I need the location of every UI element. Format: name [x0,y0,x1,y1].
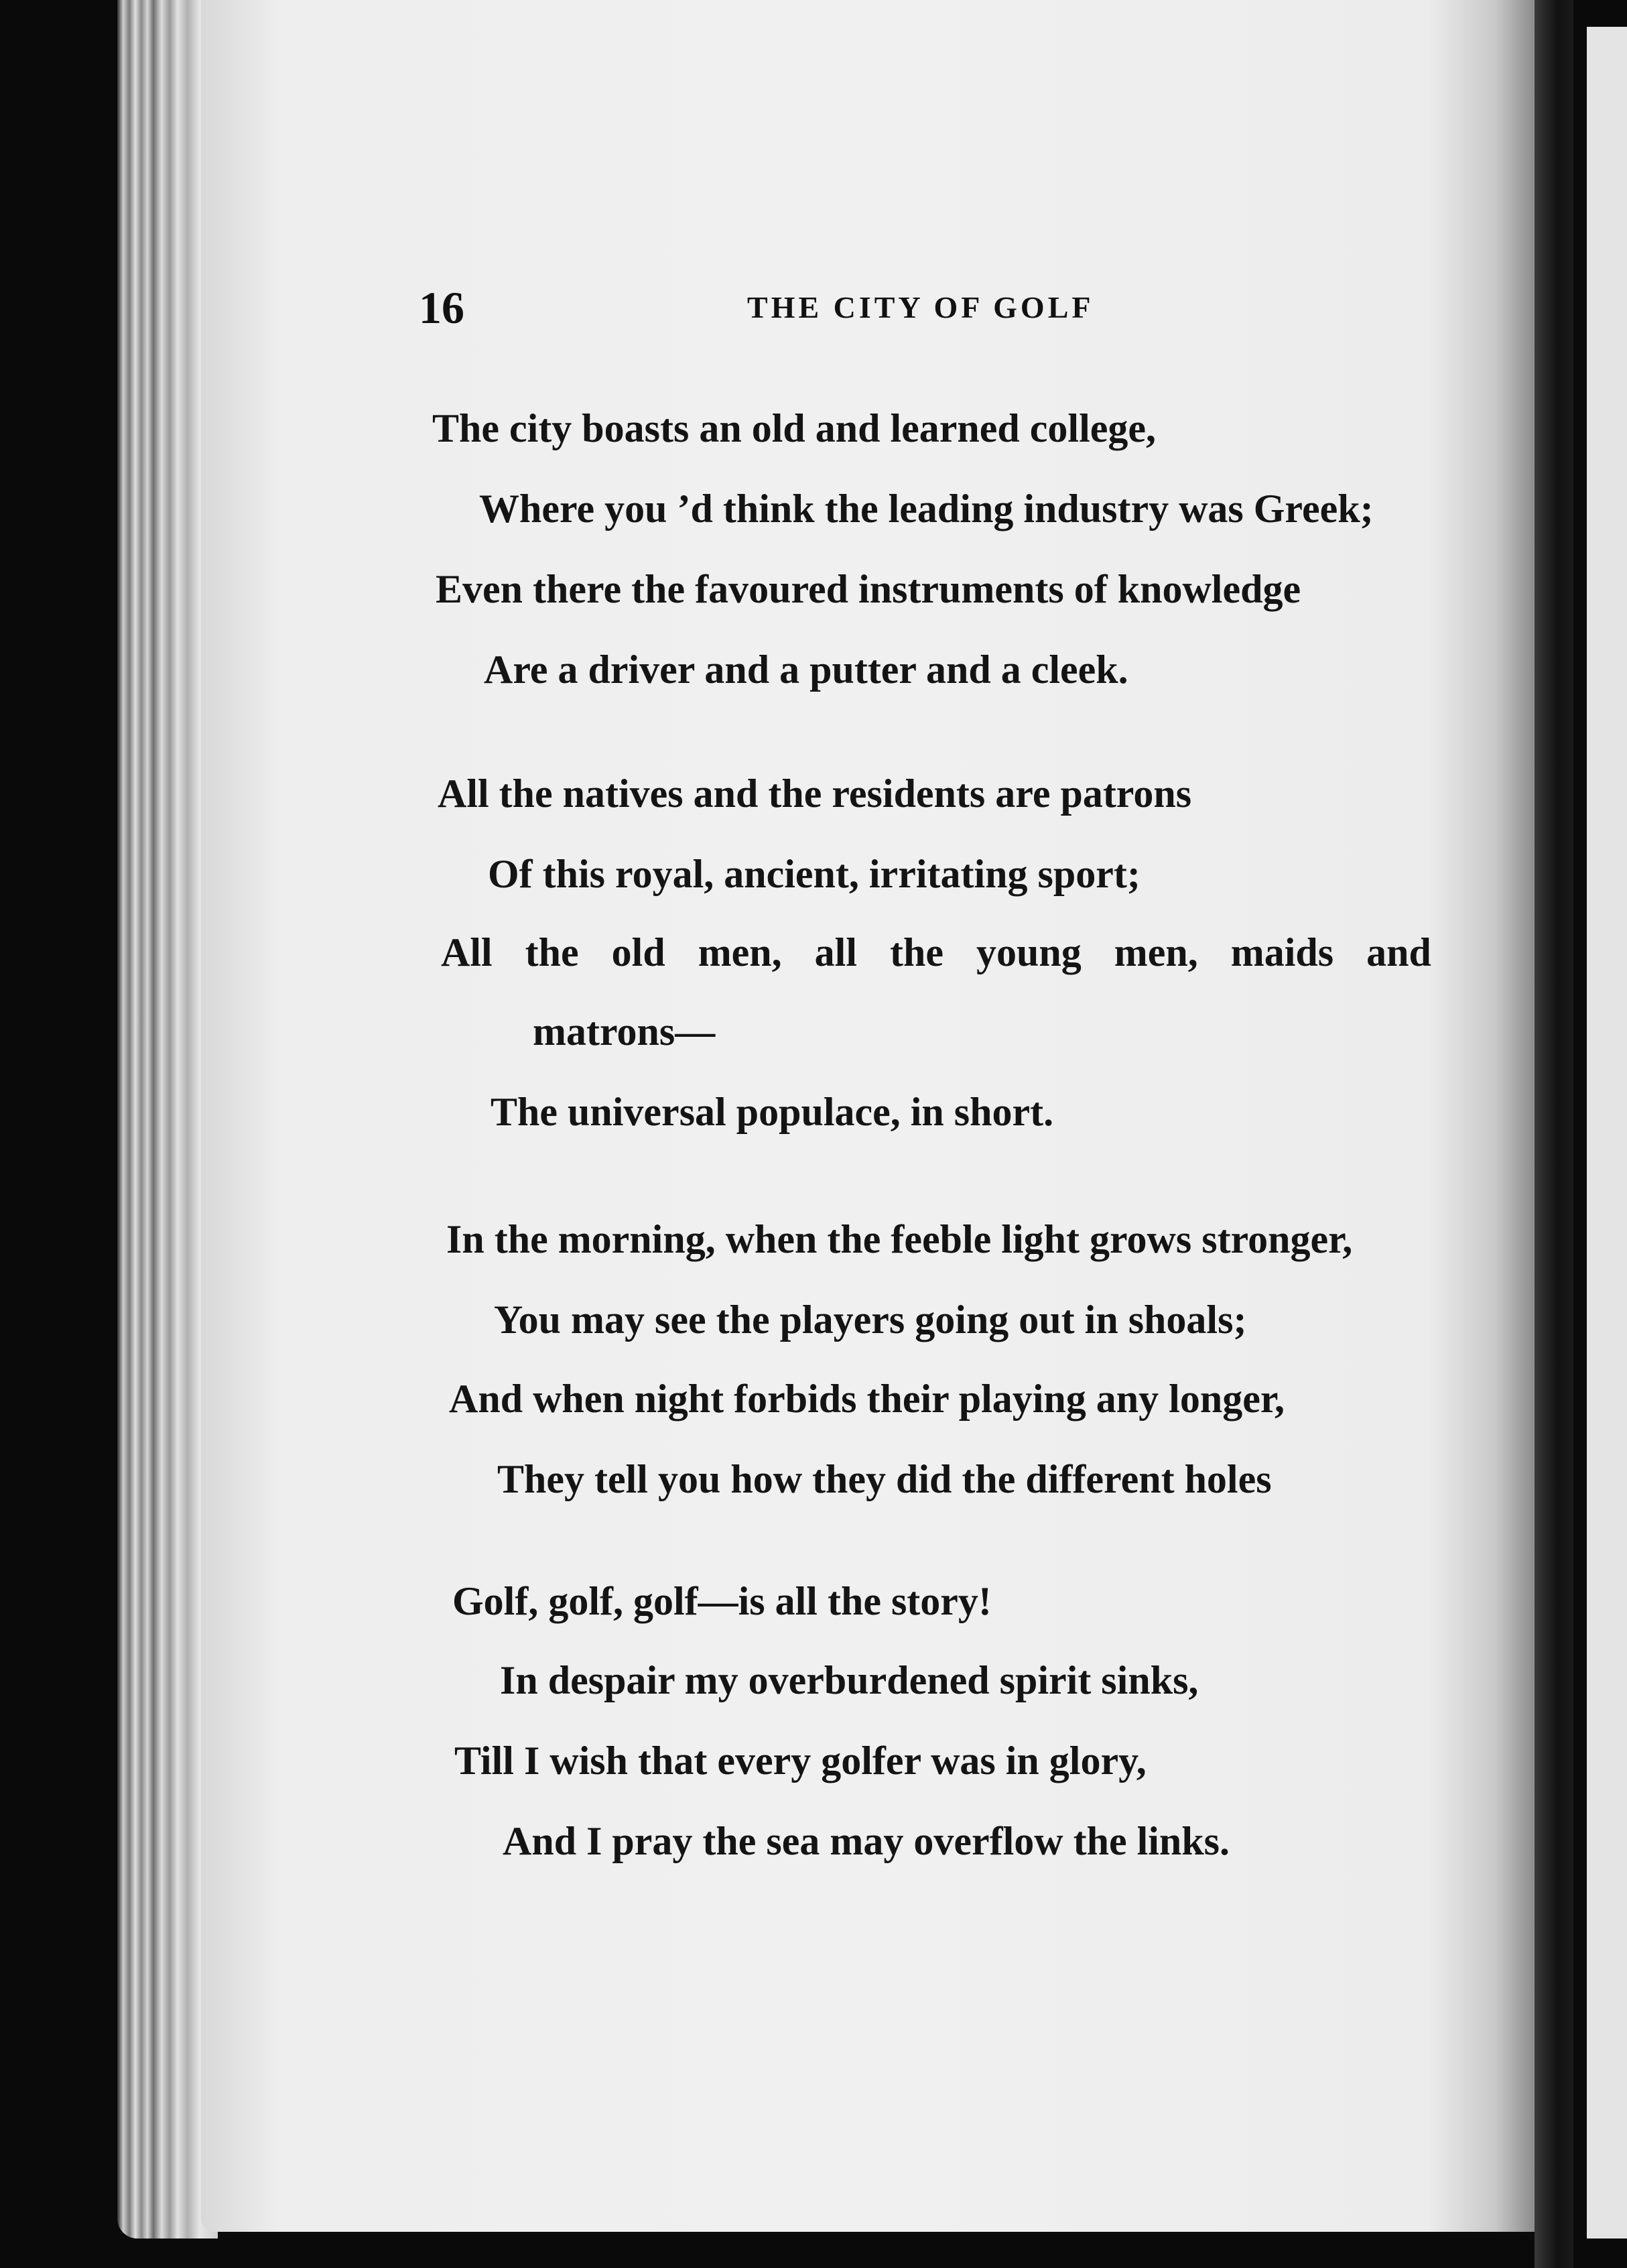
poem-line: Are a driver and a putter and a cleek. [484,647,1128,692]
poem-line: All the old men, all the young men, maids and [441,930,1431,974]
poem-line: The universal populace, in short. [491,1090,1054,1134]
poem-line: You may see the players going out in shoals; [494,1298,1247,1342]
poem-line: Till I wish that every golfer was in glory, [454,1739,1147,1783]
poem-line: Of this royal, ancient, irritating sport; [488,852,1141,896]
poem-line: Where you ’d think the leading industry was Greek; [479,487,1374,531]
poem-line: Even there the favoured instruments of knowledge [436,567,1301,611]
running-head: THE CITY OF GOLF [747,290,1094,324]
poem-line: All the natives and the residents are patrons [438,771,1192,816]
poem-line: In despair my overburdened spirit sinks, [500,1658,1199,1702]
poem-line: And I pray the sea may overflow the links. [503,1819,1230,1863]
poem-line: In the morning, when the feeble light grows stronger, [446,1217,1353,1261]
poem-line: Golf, golf, golf—is all the story! [452,1579,992,1623]
poem-line: The city boasts an old and learned college, [432,406,1157,450]
poem-line: And when night forbids their playing any longer, [449,1377,1285,1421]
poem-line: matrons— [533,1009,716,1054]
poem-line: They tell you how they did the different holes [497,1457,1272,1501]
page-number: 16 [419,282,464,333]
